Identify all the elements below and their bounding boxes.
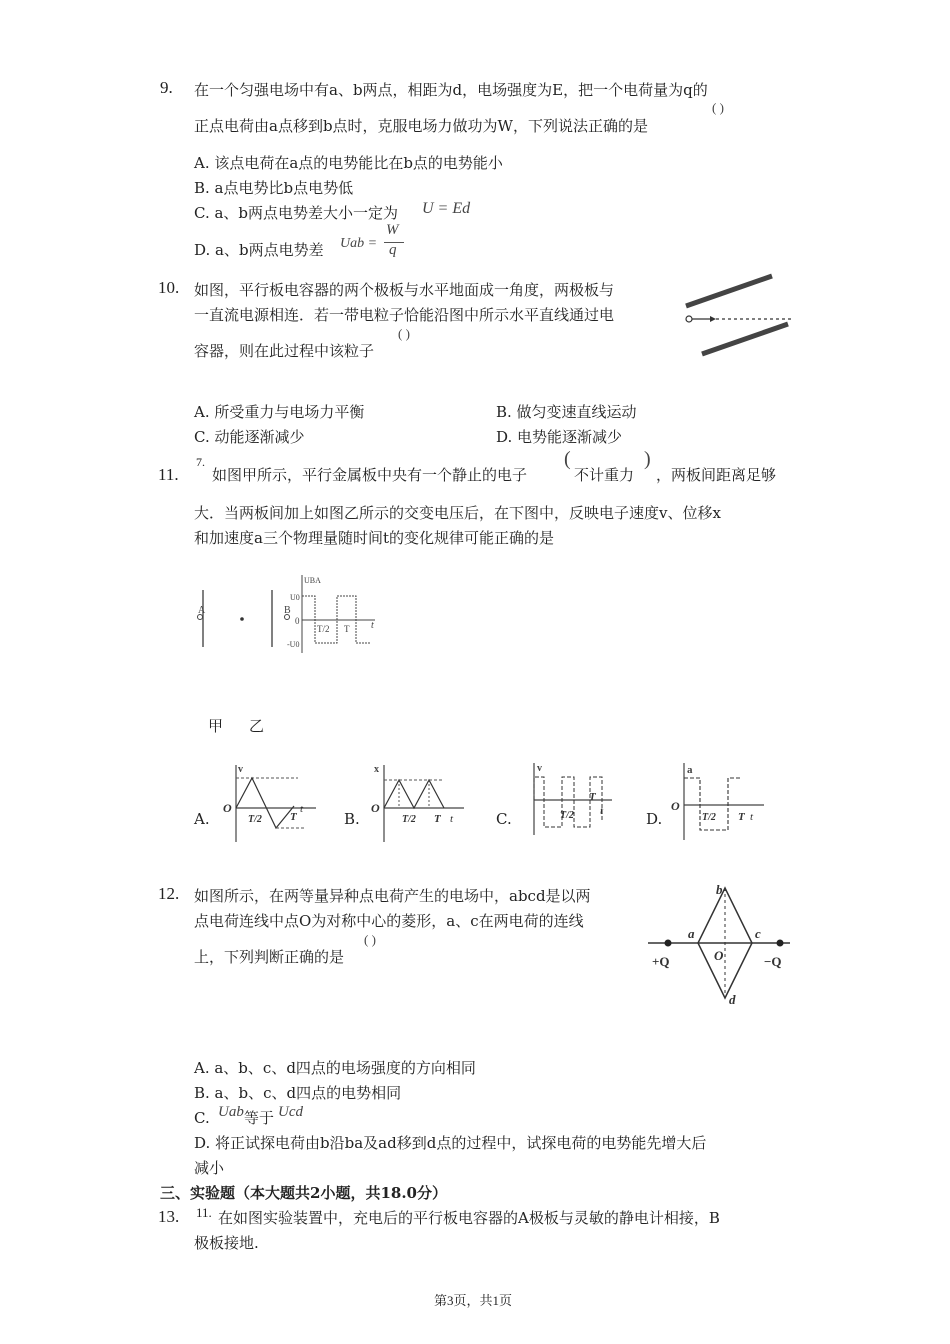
q13-number: 13.: [158, 1207, 180, 1226]
q10-stem-line2: 一直流电源相连．若一带电粒子恰能沿图中所示水平直线通过电: [194, 306, 615, 324]
q11-figure-jia-yi: [190, 565, 390, 665]
q13-stem-line2: 极板接地.: [194, 1234, 259, 1252]
origin-label: O: [371, 801, 380, 815]
section-title: 三、实验题（本大题共2小题，共18.0分）: [160, 1184, 447, 1202]
q11-option-c-label: C.: [496, 810, 512, 828]
arrow-icon: [710, 316, 716, 322]
t-axis-label: t: [371, 620, 374, 631]
q10-stem-line1: 如图，平行板电容器的两个极板与水平地面成一角度，两极板与: [194, 281, 615, 299]
q9-stem-line2: 正点电荷由a点移到b点时，克服电场力做功为W，下列说法正确的是: [194, 117, 648, 135]
close-paren: ): [644, 448, 651, 470]
q12-option-c-ucd: Ucd: [278, 1104, 303, 1120]
t-axis-lbl: t: [450, 813, 454, 825]
q11-stem-line1b: 不计重力: [574, 466, 635, 484]
t-half: T/2: [248, 814, 262, 825]
negative-charge: [777, 940, 784, 947]
q9-answer-paren: ( ): [712, 100, 724, 115]
q11-option-d-label: D.: [646, 810, 663, 828]
q9-option-b: B. a点电势比b点电势低: [194, 179, 354, 197]
t-axis-lbl: t: [600, 805, 604, 817]
q10-option-d: D. 电势能逐渐减少: [496, 428, 623, 446]
q10-option-c: C. 动能逐渐减少: [194, 428, 305, 446]
q12-stem-line3: 上，下列判断正确的是: [194, 948, 345, 966]
uba-label: UBA: [304, 576, 321, 585]
q12-answer-paren: ( ): [364, 932, 376, 947]
q12-option-d-line1: D. 将正试探电荷由b沿ba及ad移到d点的过程中，试探电荷的电势能先增大后: [194, 1134, 707, 1152]
q11-stem-line3: 和加速度a三个物理量随时间t的变化规律可能正确的是: [194, 529, 554, 547]
q11-graph-a: [218, 760, 318, 845]
q9-option-d-numerator: W: [386, 222, 399, 238]
q12-option-a: A. a、b、c、d四点的电场强度的方向相同: [194, 1059, 476, 1077]
label-c: c: [755, 926, 761, 941]
q11-graph-d: [668, 760, 768, 845]
q11-graph-c: [522, 760, 622, 845]
q10-option-b: B. 做匀变速直线运动: [496, 403, 637, 421]
q9-stem-line1: 在一个匀强电场中有a、b两点，相距为d，电场强度为E，把一个电荷量为q的: [194, 81, 708, 99]
label-b: b: [716, 882, 723, 897]
origin-label: O: [223, 801, 232, 815]
q9-option-d-formula-lhs: Uab =: [340, 236, 378, 251]
q12-stem-line2: 点电荷连线中点O为对称中心的菱形，a、c在两电荷的连线: [194, 912, 584, 930]
page-footer: 第3页，共1页: [434, 1293, 513, 1308]
q11-stem-line2: 大．当两板间加上如图乙所示的交变电压后，在下图中，反映电子速度v、位移x: [194, 504, 721, 522]
q10-stem-line3: 容器，则在此过程中该粒子: [194, 342, 375, 360]
q11-option-b-label: B.: [344, 810, 360, 828]
q11-option-a-label: A.: [194, 810, 210, 828]
t-full: T: [738, 811, 745, 823]
q12-option-d-line2: 减小: [194, 1159, 225, 1177]
q12-option-c-prefix: C.: [194, 1109, 210, 1127]
q12-number: 12.: [158, 884, 180, 903]
q9-option-a: A. 该点电荷在a点的电势能比在b点的电势能小: [194, 154, 503, 172]
t-full: T: [290, 811, 297, 823]
fig-jia-caption: 甲: [208, 717, 224, 735]
label-minus-q: −Q: [764, 954, 782, 969]
zero-label: 0: [295, 616, 300, 626]
plate-a-label: A: [198, 605, 206, 616]
q9-option-d: D. a、b两点电势差: [194, 241, 324, 259]
q12-option-c-uab: Uab: [218, 1104, 244, 1120]
particle: [686, 316, 692, 322]
v-label: v: [238, 764, 243, 775]
v-label: v: [537, 763, 542, 774]
q9-number: 9.: [160, 78, 173, 97]
q11-stem-line1a: 如图甲所示，平行金属板中央有一个静止的电子: [212, 466, 528, 484]
q12-stem-line1: 如图所示，在两等量异种点电荷产生的电场中，abcd是以两: [194, 887, 591, 905]
t-label: T: [344, 624, 350, 634]
q12-rhombus-figure: [648, 880, 798, 1008]
q13-stem-line1: 在如图实验装置中，充电后的平行板电容器的A极板与灵敏的静电计相接，B: [218, 1209, 720, 1227]
fig-yi-caption: 乙: [249, 717, 265, 735]
plate-b-label: B: [284, 605, 291, 616]
positive-charge: [665, 940, 672, 947]
label-plus-q: +Q: [652, 954, 670, 969]
open-paren: (: [564, 448, 571, 470]
q12-option-c-mid: 等于: [244, 1109, 275, 1127]
t-half: T/2: [702, 812, 716, 823]
v-curve: [236, 778, 294, 828]
t-full: T: [434, 813, 441, 825]
q9-option-d-denominator: q: [389, 242, 397, 258]
label-d: d: [729, 992, 736, 1007]
electron-dot: [240, 617, 244, 621]
t-axis-lbl: t: [300, 803, 304, 815]
origin-label: O: [671, 799, 680, 813]
q10-option-a: A. 所受重力与电场力平衡: [194, 403, 365, 421]
label-o: O: [714, 948, 724, 963]
q12-option-b: B. a、b、c、d四点的电势相同: [194, 1084, 402, 1102]
t-axis-lbl: t: [750, 811, 754, 823]
x-curve: [384, 780, 444, 808]
t-half-label: T/2: [317, 624, 330, 634]
a-label: a: [687, 764, 693, 776]
q11-number: 11.: [158, 465, 179, 484]
q11-stem-line1c: ，两板间距离足够: [656, 466, 777, 484]
q13-superscript: 11.: [196, 1205, 212, 1220]
q10-answer-paren: ( ): [398, 326, 410, 341]
q9-option-c: C. a、b两点电势差大小一定为: [194, 204, 399, 222]
q11-graph-b: [366, 760, 466, 845]
q10-number: 10.: [158, 278, 180, 297]
q11-superscript: 7.: [196, 455, 205, 469]
neg-u0-label: -U0: [287, 640, 300, 649]
t-full: T: [589, 791, 596, 803]
t-half: T/2: [402, 814, 416, 825]
lower-plate: [702, 324, 788, 354]
q10-capacitor-figure: [680, 268, 800, 362]
q9-option-c-formula: U = Ed: [422, 200, 471, 217]
label-a: a: [688, 926, 695, 941]
upper-plate: [686, 276, 772, 306]
x-label: x: [374, 764, 379, 775]
t-half: T/2: [560, 810, 574, 821]
u0-label: U0: [290, 593, 300, 602]
